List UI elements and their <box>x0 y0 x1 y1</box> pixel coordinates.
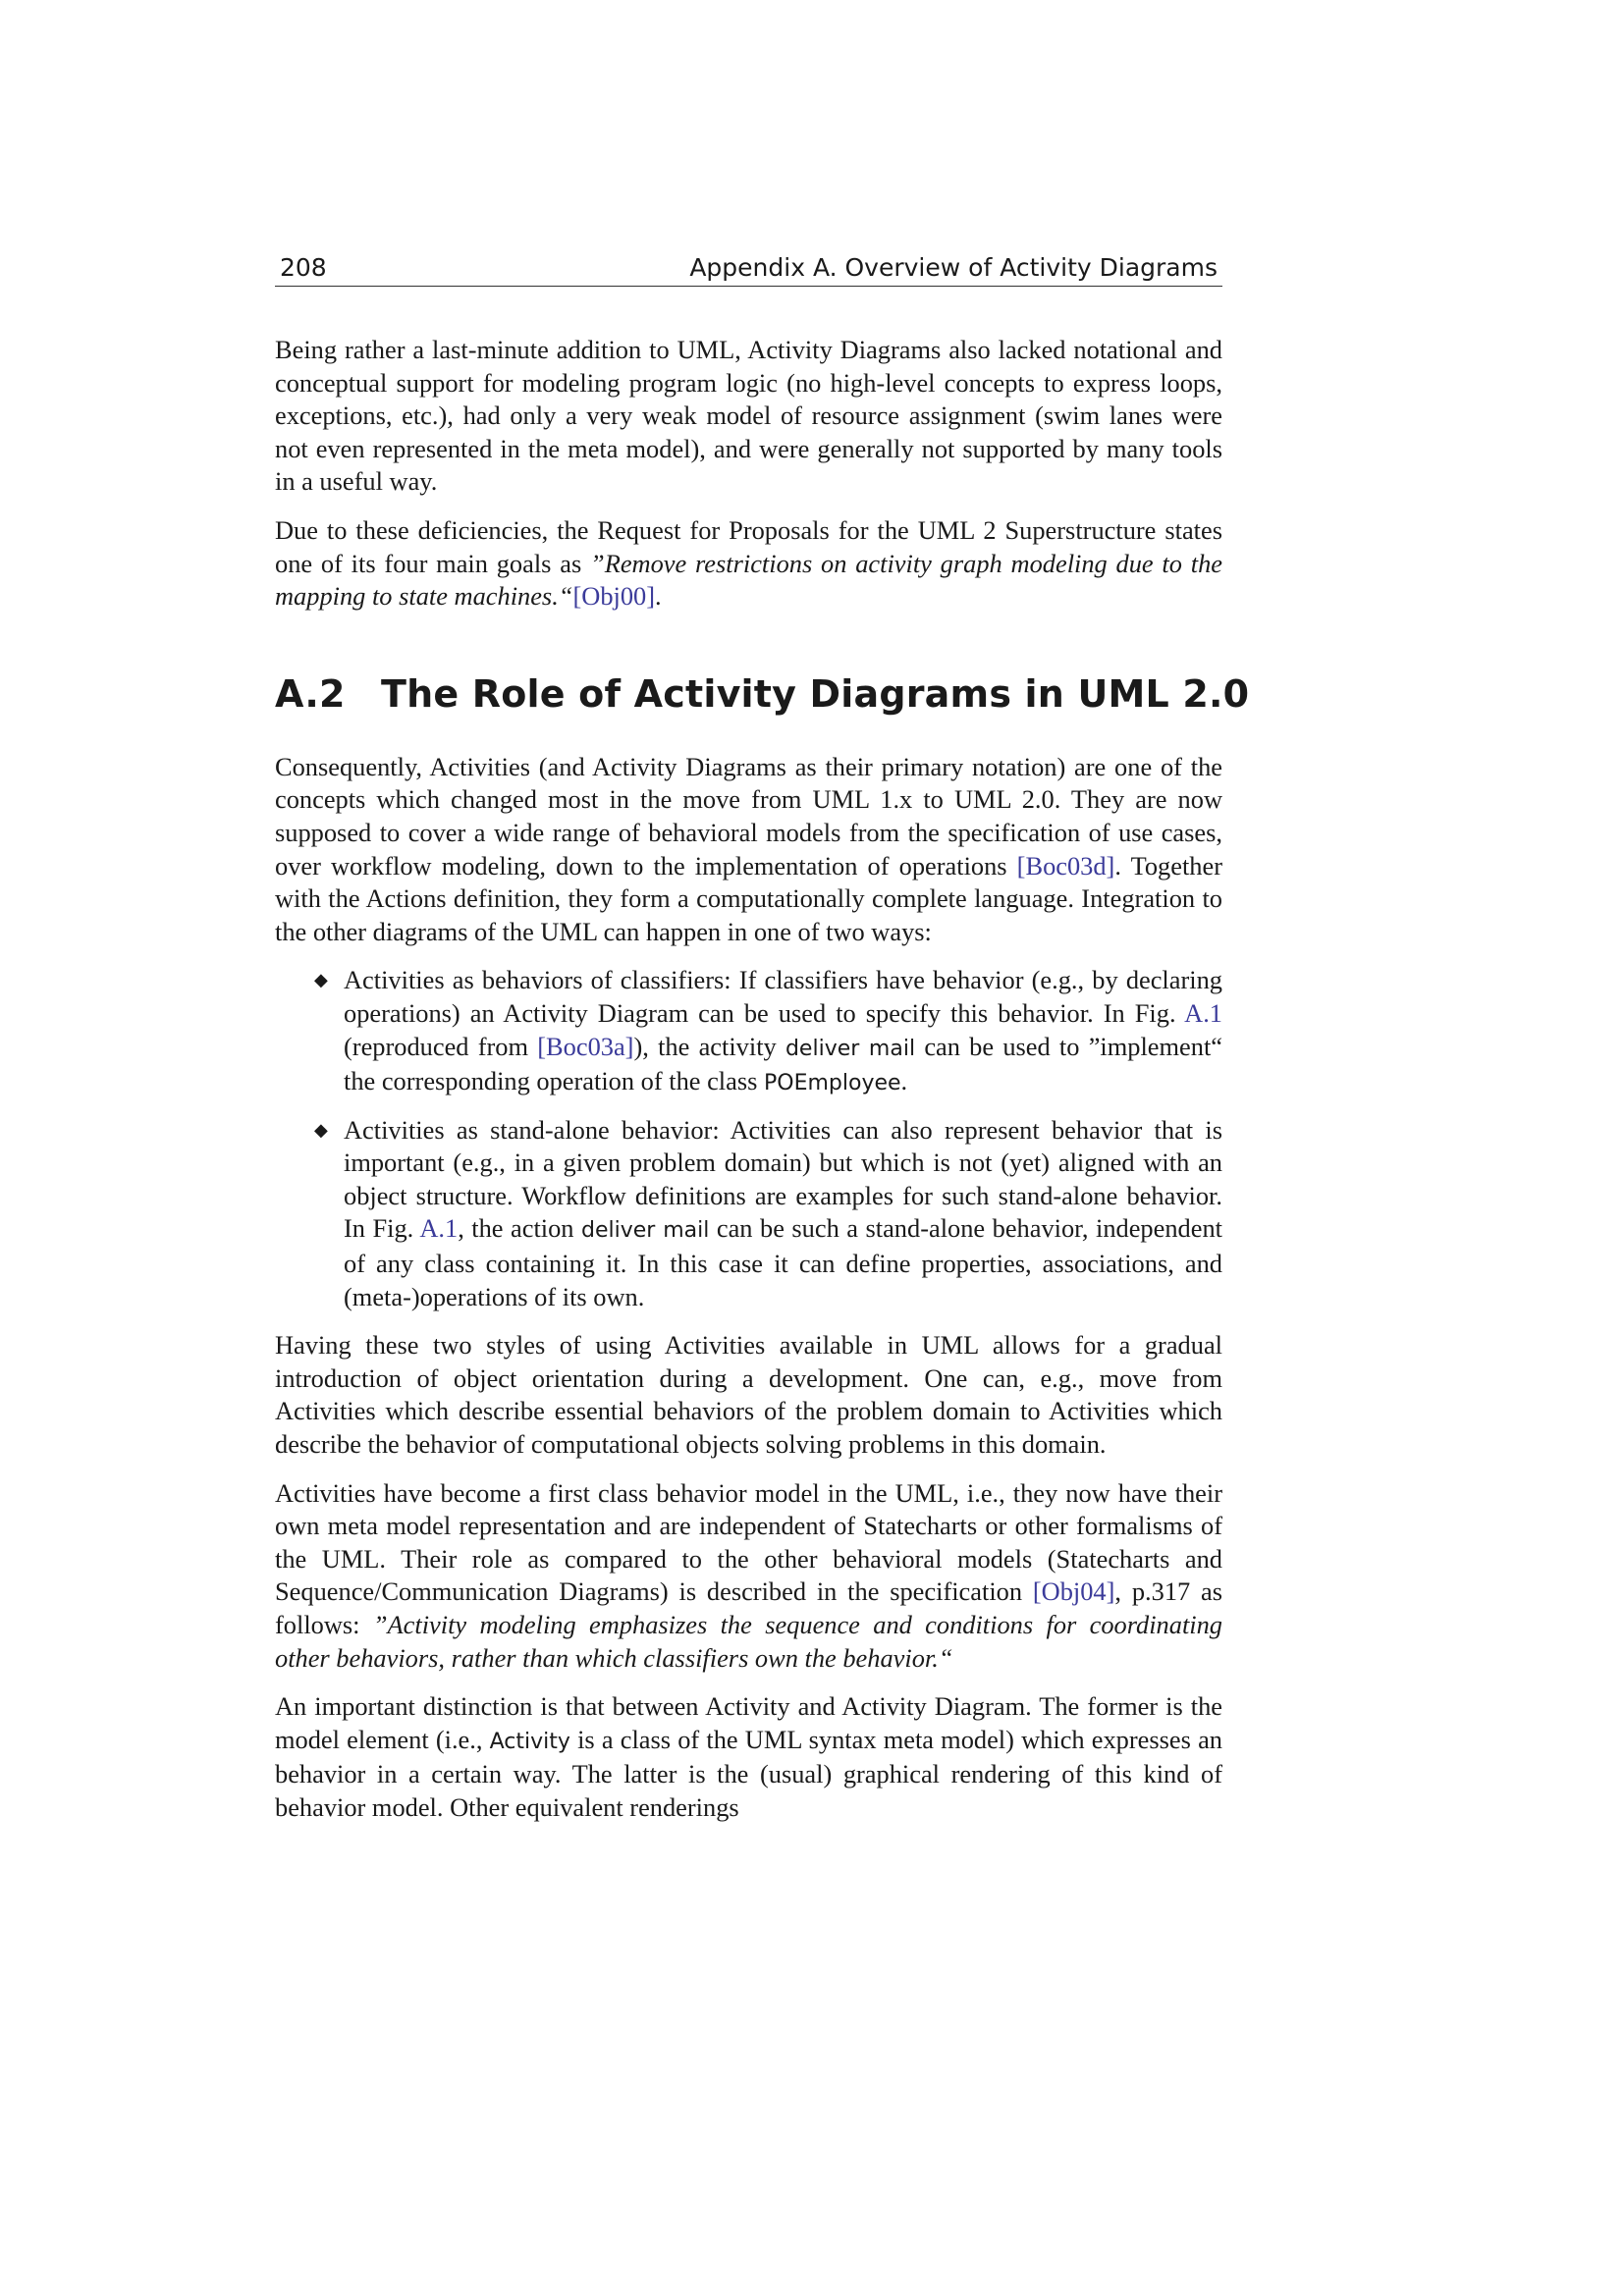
paragraph-2 <box>275 514 1222 614</box>
paragraph-3-end: . Together with the Actions definition, they form a computationally complete language. Integration to the other diagrams of the UML can happen in one of two ways: <box>275 850 1222 946</box>
paragraph-3 <box>275 751 1222 949</box>
page <box>275 253 1250 1841</box>
paragraph-5-mid: , p.317 as follows: <box>275 1576 1222 1639</box>
page-number: 208 <box>280 253 327 282</box>
list-item-text: , the action <box>458 1213 582 1244</box>
spec-quote: ”Activity modeling emphasizes the sequence and conditions for coordinating other behaviors, rather than which classifiers own the behavior.“ <box>275 1610 1222 1673</box>
list-item-text: can be such a stand-alone behavior, independent of any class containing it. In this case it can define properties, associations, and (meta-)operations of its own. <box>344 1213 1222 1311</box>
list-item-text: Activities as behaviors of classifiers: If classifiers have behavior (e.g., by declaring operations) an Activity Diagram can be used to specify this behavior. In Fig. <box>344 965 1222 1028</box>
paragraph-4-text: Having these two styles of using Activities available in UML allows for a gradual introduction of object orientation during a development. One can, e.g., move from Activities which describe essential behaviors of the problem domain to Activities which describe the behavior of computational objects solving problems in this domain. <box>275 1330 1222 1460</box>
citation-boc03d[interactable]: [Boc03d] <box>1016 850 1115 881</box>
body-text <box>275 334 1250 1825</box>
paragraph-2-text: Due to these deficiencies, the Request for Proposals for the UML 2 Superstructure states one of its four main goals as <box>275 514 1222 578</box>
chapter-title: Appendix A. Overview of Activity Diagrams <box>689 253 1218 282</box>
section-number: A.2 <box>275 671 346 716</box>
figure-ref-a1[interactable]: A.1 <box>1184 997 1222 1028</box>
paragraph-4 <box>275 1329 1222 1461</box>
section-heading <box>275 671 1250 716</box>
code-deliver-mail: deliver mail <box>581 1218 710 1244</box>
rfp-quote: ”Remove restrictions on activity graph modeling due to the mapping to state machines.“ <box>275 548 1222 612</box>
code-activity: Activity <box>489 1729 570 1754</box>
paragraph-6-text: An important distinction is that between Activity and Activity Diagram. The former is the model element (i.e., <box>275 1691 1222 1754</box>
paragraph-5 <box>275 1477 1222 1676</box>
list-item <box>314 964 1222 1099</box>
paragraph-5-text: Activities have become a first class behavior model in the UML, i.e., they now have their own meta model representation and are independent of Statecharts or other formalisms of the UML. Their role as compared to the other behavioral models (Statecharts and Sequence/Communication Diagrams) is described in the specification <box>275 1477 1222 1607</box>
code-deliver-mail: deliver mail <box>785 1036 916 1061</box>
paragraph-1-text: Being rather a last-minute addition to UML, Activity Diagrams also lacked notational and conceptual support for modeling program logic (no high-level concepts to express loops, exceptions, etc.), had only a very weak model of resource assignment (swim lanes were not even represented in the meta model), and were generally not supported by many tools in a useful way. <box>275 335 1222 497</box>
bullet-list <box>275 964 1222 1313</box>
list-item-text: (reproduced from <box>344 1031 538 1061</box>
section-title: The Role of Activity Diagrams in UML 2.0 <box>381 671 1250 716</box>
list-item <box>314 1114 1222 1314</box>
citation-obj04[interactable]: [Obj04] <box>1032 1576 1115 1607</box>
citation-boc03a[interactable]: [Boc03a] <box>537 1031 634 1061</box>
list-item-text: can be used to ”implement“ the corresponding operation of the class <box>344 1031 1222 1096</box>
citation-obj00[interactable]: [Obj00] <box>572 581 656 612</box>
figure-ref-a1[interactable]: A.1 <box>419 1213 459 1244</box>
diamond-bullet-icon: ◆ <box>314 970 328 990</box>
paragraph-3-text: Consequently, Activities (and Activity Diagrams as their primary notation) are one of the concepts which changed most in the move from UML 1.x to UML 2.0. They are now supposed to cover a wide range of behavioral models from the specification of use cases, over workflow modeling, down to the implementation of operations <box>275 751 1222 881</box>
code-poemployee: POEmployee <box>764 1071 901 1096</box>
paragraph-1 <box>275 334 1222 499</box>
paragraph-2-end: . <box>655 581 662 612</box>
list-item-text: ), the activity <box>633 1031 785 1061</box>
list-item-text: . <box>900 1066 908 1096</box>
running-head <box>275 253 1222 287</box>
paragraph-6-end: is a class of the UML syntax meta model) which expresses an behavior in a certain way. The latter is the (usual) graphical rendering of this kind of behavior model. Other equivalent renderings <box>275 1724 1222 1822</box>
list-item-text: Activities as stand-alone behavior: Activities can also represent behavior that is important (e.g., in a given problem domain) but which is not (yet) aligned with an object structure. Workflow definitions are examples for such stand-alone behavior. In Fig. <box>344 1114 1222 1244</box>
paragraph-6 <box>275 1690 1222 1824</box>
diamond-bullet-icon: ◆ <box>314 1119 328 1140</box>
